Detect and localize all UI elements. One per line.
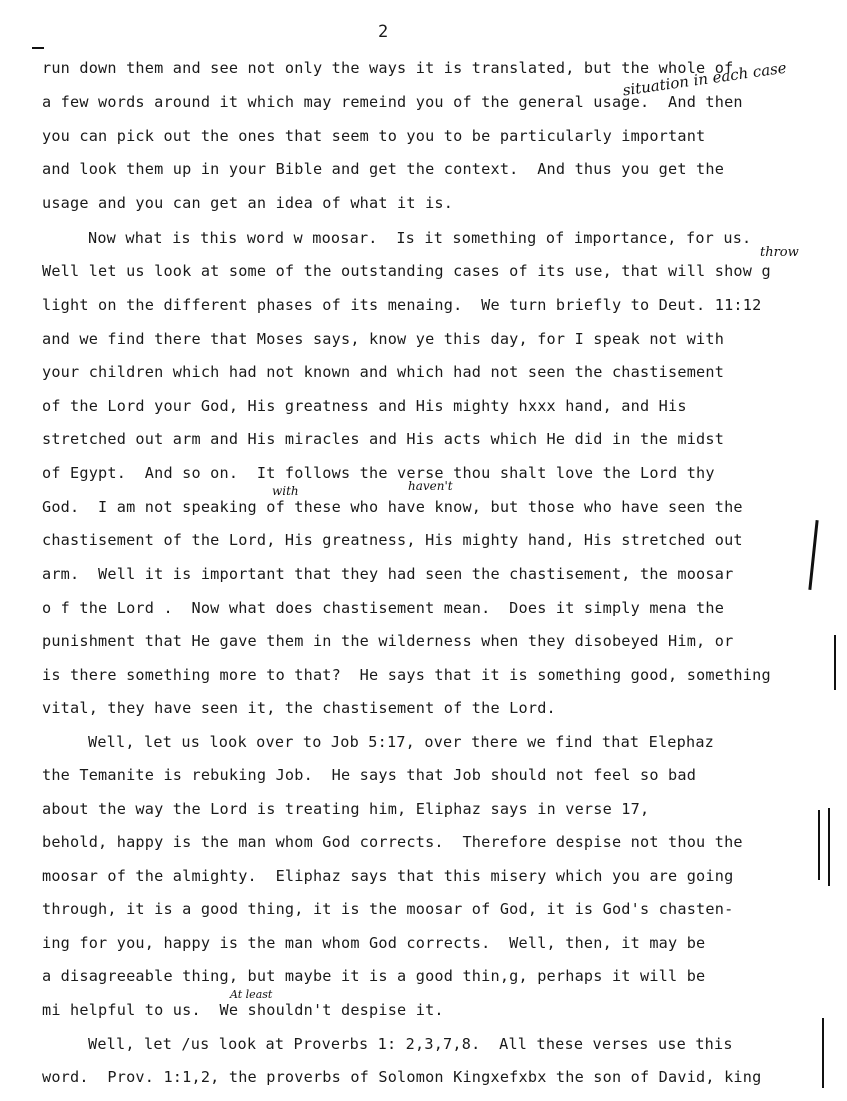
- text-line-21: Well, let us look over to Job 5:17, over there we find that Elephaz: [88, 733, 715, 751]
- text-line-7: Well let us look at some of the outstanding cases of its use, that will show g: [42, 262, 771, 280]
- text-line-6: Now what is this word w moosar. Is it something of importance, for us.: [88, 229, 752, 247]
- handwritten-havent: haven't: [408, 479, 453, 493]
- text-line-18: punishment that He gave them in the wilderness when they disobeyed Him, or: [42, 632, 734, 650]
- margin-bracket-3b: [828, 808, 830, 886]
- text-line-1: run down them and see not only the ways it is translated, but the whole of: [42, 59, 734, 77]
- text-line-26: through, it is a good thing, it is the moosar of God, it is God's chasten-: [42, 900, 734, 918]
- handwritten-situation: situation in each case: [621, 58, 788, 100]
- text-line-22: the Temanite is rebuking Job. He says that Job should not feel so bad: [42, 766, 697, 784]
- text-line-28: a disagreeable thing, but maybe it is a good thin,g, perhaps it will be: [42, 967, 706, 985]
- text-line-13: of Egypt. And so on. It follows the verse thou shalt love the Lord thy: [42, 464, 715, 482]
- text-line-10: your children which had not known and which had not seen the chastisement: [42, 363, 725, 381]
- margin-bracket-2: [834, 635, 836, 690]
- text-line-30: Well, let /us look at Proverbs 1: 2,3,7,8. All these verses use this: [88, 1035, 733, 1053]
- handwritten-with: with: [272, 484, 299, 498]
- text-line-14: God. I am not speaking of these who have know, but those who have seen the: [42, 498, 743, 516]
- text-line-9: and we find there that Moses says, know ye this day, for I speak not with: [42, 330, 725, 348]
- text-line-27: ing for you, happy is the man whom God corrects. Well, then, it may be: [42, 934, 706, 952]
- text-line-17: o f the Lord . Now what does chastisement mean. Does it simply mena the: [42, 599, 725, 617]
- margin-bracket-3a: [818, 810, 820, 880]
- text-line-2: a few words around it which may remeind you of the general usage. And then: [42, 93, 743, 111]
- text-line-4: and look them up in your Bible and get the context. And thus you get the: [42, 160, 725, 178]
- text-line-23: about the way the Lord is treating him, Eliphaz says in verse 17,: [42, 800, 650, 818]
- text-line-16: arm. Well it is important that they had seen the chastisement, the moosar: [42, 565, 734, 583]
- text-line-19: is there something more to that? He says that it is something good, something: [42, 666, 771, 684]
- margin-bracket-1: [808, 520, 818, 590]
- handwritten-at-least: At least: [230, 988, 273, 1001]
- text-line-29: mi helpful to us. We shouldn't despise it.: [42, 1001, 444, 1019]
- text-line-8: light on the different phases of its menaing. We turn briefly to Deut. 11:12: [42, 296, 762, 314]
- text-line-31: word. Prov. 1:1,2, the proverbs of Solomon Kingxefxbx the son of David, king: [42, 1068, 762, 1086]
- text-line-15: chastisement of the Lord, His greatness, His mighty hand, His stretched out: [42, 531, 743, 549]
- text-line-12: stretched out arm and His miracles and His acts which He did in the midst: [42, 430, 725, 448]
- text-line-3: you can pick out the ones that seem to you to be particularly important: [42, 127, 706, 145]
- page-number: 2: [378, 22, 389, 42]
- text-line-5: usage and you can get an idea of what it is.: [42, 194, 454, 212]
- text-line-20: vital, they have seen it, the chastisement of the Lord.: [42, 699, 556, 717]
- text-line-24: behold, happy is the man whom God corrects. Therefore despise not thou the: [42, 833, 743, 851]
- handwritten-throw: throw: [760, 245, 799, 260]
- margin-bracket-4: [822, 1018, 824, 1088]
- text-line-11: of the Lord your God, His greatness and His mighty hxxx hand, and His: [42, 397, 687, 415]
- text-line-25: moosar of the almighty. Eliphaz says that this misery which you are going: [42, 867, 734, 885]
- margin-dash: [32, 47, 44, 49]
